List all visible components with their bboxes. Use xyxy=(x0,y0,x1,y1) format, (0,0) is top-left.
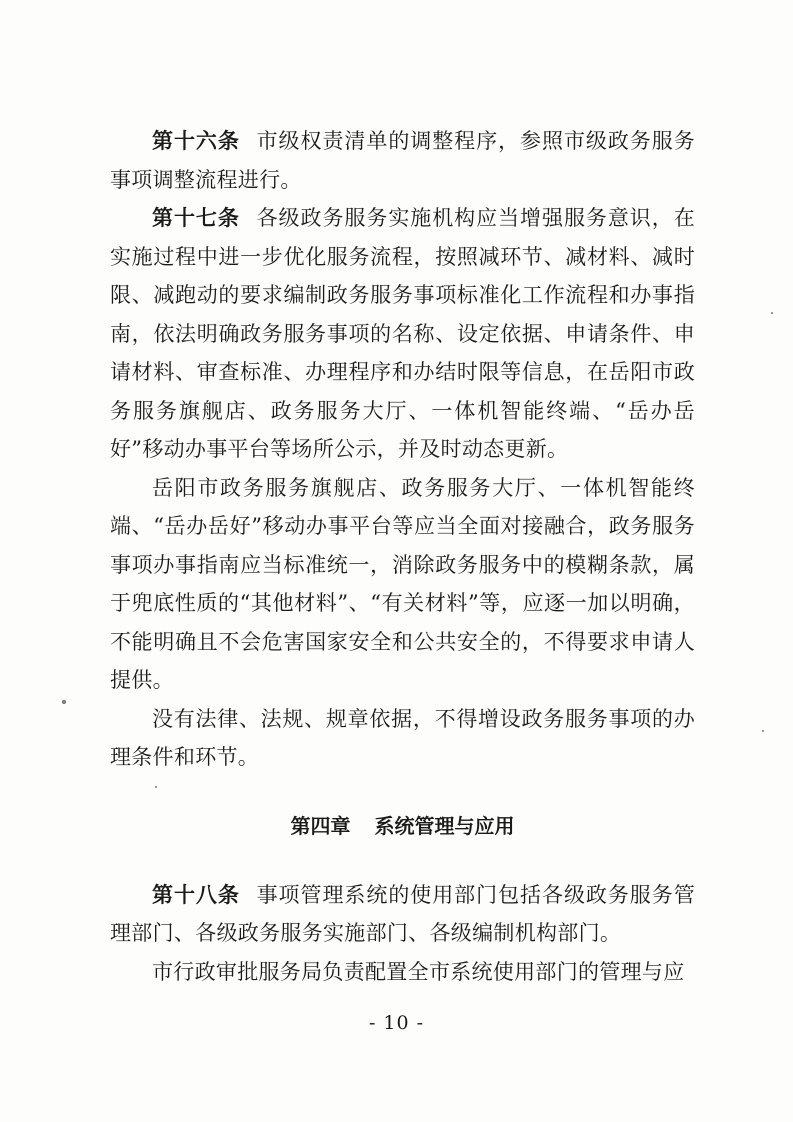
body-paragraph xyxy=(110,469,695,700)
body-paragraph xyxy=(110,700,695,777)
page-number: - 10 - xyxy=(368,1012,425,1034)
article-number: 第十八条 xyxy=(152,882,240,907)
article-18-paragraph xyxy=(110,876,695,953)
paragraph-text: 岳阳市政务服务旗舰店、政务服务大厅、一体机智能终端、“岳办岳好”移动办事平台等应当全面对接融合，政务服务事项办事指南应当标准统一，消除政务服务中的模糊条款，属于兜底性质的“其他材料”、“有关材料”等，应逐一加以明确，不能明确且不会危害国家安全和公共安全的，不得要求申请人提供。 xyxy=(110,475,695,692)
scan-speck xyxy=(762,730,764,732)
body-paragraph xyxy=(110,953,695,992)
scan-speck xyxy=(155,786,157,788)
scan-speck xyxy=(62,700,66,704)
chapter-number: 第四章 xyxy=(290,813,351,838)
chapter-title: 系统管理与应用 xyxy=(374,813,515,838)
paragraph-text: 市行政审批服务局负责配置全市系统使用部门的管理与应 xyxy=(152,959,685,984)
document-body xyxy=(110,122,695,991)
scan-speck xyxy=(771,312,773,314)
article-number: 第十七条 xyxy=(152,206,240,230)
chapter-heading xyxy=(110,811,695,841)
article-text: 事项管理系统的使用部门包括各级政务服务管理部门、各级政务服务实施部门、各级编制机构部门。 xyxy=(110,882,695,945)
paragraph-text: 没有法律、法规、规章依据，不得增设政务服务事项的办理条件和环节。 xyxy=(110,706,695,769)
article-text: 市级权责清单的调整程序，参照市级政务服务事项调整流程进行。 xyxy=(110,129,695,192)
article-text: 各级政务服务实施机构应当增强服务意识，在实施过程中进一步优化服务流程，按照减环节、减材料、减时限、减跑动的要求编制政务服务事项标准化工作流程和办事指南，依法明确政务服务事项的名称、设定依据、申请条件、申请材料、审查标准、办理程序和办结时限等信息，在岳阳市政务服务旗舰店、政务服务大厅、一体机智能终端、“岳办岳好”移动办事平台等场所公示，并及时动态更新。 xyxy=(110,206,695,461)
article-17-paragraph xyxy=(110,199,695,469)
article-number: 第十六条 xyxy=(152,129,240,153)
article-16-paragraph xyxy=(110,122,695,199)
